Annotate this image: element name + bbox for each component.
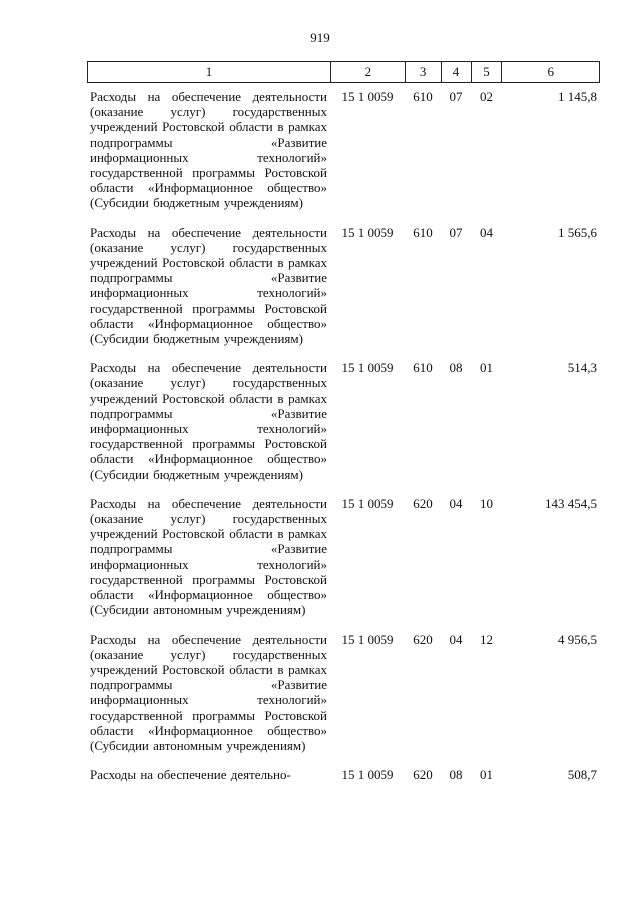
row-amount: 1 565,6 (558, 224, 597, 240)
row-expense-type: 610 (413, 89, 433, 104)
row-description: Расходы на обеспечение деятельности (оказание услуг) государственных учреждений Ростовской области в рамках подпрограммы «Развитие информационных технологий» государственной программы Ростовской области «Информационное общество» (Субсидии бюджетным учреждениям) (90, 224, 327, 347)
row-target-code: 15 1 0059 (341, 224, 394, 240)
table-row (87, 496, 600, 618)
header-col-2: 2 (330, 62, 405, 82)
row-subsection: 12 (480, 631, 493, 647)
row-subsection: 04 (480, 224, 493, 240)
row-target-code: 15 1 0059 (341, 89, 394, 104)
row-subsection: 02 (480, 89, 493, 104)
table-header (87, 61, 600, 83)
row-section: 04 (449, 631, 463, 647)
row-target-code: 15 1 0059 (341, 495, 394, 511)
row-section: 07 (449, 224, 463, 240)
row-expense-type: 620 (413, 767, 433, 783)
row-amount: 143 454,5 (545, 495, 597, 511)
table-row (87, 89, 600, 211)
row-subsection: 01 (480, 767, 493, 783)
table-row (87, 225, 600, 347)
header-col-5: 5 (471, 62, 502, 82)
row-amount: 1 145,8 (558, 89, 597, 104)
row-description: Расходы на обеспечение деятельности (оказание услуг) государственных учреждений Ростовской области в рамках подпрограммы «Развитие информационных технологий» государственной программы Ростовской области «Информационное общество» (Субсидии автономным учреждениям) (90, 495, 327, 618)
row-target-code: 15 1 0059 (341, 767, 394, 783)
header-col-6: 6 (501, 62, 599, 82)
row-expense-type: 620 (413, 631, 433, 647)
table-body (87, 89, 600, 796)
row-subsection: 10 (480, 495, 493, 511)
row-section: 07 (449, 89, 463, 104)
header-col-3: 3 (405, 62, 441, 82)
header-col-4: 4 (441, 62, 471, 82)
row-description: Расходы на обеспечение деятельности (оказание услуг) государственных учреждений Ростовской области в рамках подпрограммы «Развитие информационных технологий» государственной программы Ростовской области «Информационное общество» (Субсидии бюджетным учреждениям) (90, 360, 327, 482)
row-amount: 508,7 (567, 767, 597, 783)
table-row (87, 767, 600, 782)
row-amount: 514,3 (567, 360, 597, 376)
row-target-code: 15 1 0059 (341, 631, 394, 647)
row-section: 04 (449, 495, 463, 511)
row-subsection: 01 (480, 360, 493, 376)
table-row (87, 360, 600, 482)
row-section: 08 (449, 767, 463, 783)
row-description: Расходы на обеспечение деятельности (оказание услуг) государственных учреждений Ростовской области в рамках подпрограммы «Развитие информационных технологий» государственной программы Ростовской области «Информационное общество» (Субсидии автономным учреждениям) (90, 631, 327, 753)
row-description: Расходы на обеспечение деятельности (оказание услуг) государственных учреждений Ростовской области в рамках подпрограммы «Развитие информационных технологий» государственной программы Ростовской области «Информационное общество» (Субсидии бюджетным учреждениям) (90, 89, 327, 211)
page-number: 919 (310, 30, 330, 45)
row-expense-type: 610 (413, 224, 433, 240)
row-section: 08 (449, 360, 463, 376)
header-col-1: 1 (205, 64, 213, 79)
row-expense-type: 610 (413, 360, 433, 376)
row-description: Расходы на обеспечение деятельно- (90, 767, 291, 783)
row-expense-type: 620 (413, 495, 433, 511)
table-row (87, 632, 600, 754)
row-amount: 4 956,5 (558, 631, 597, 647)
row-target-code: 15 1 0059 (341, 360, 394, 376)
